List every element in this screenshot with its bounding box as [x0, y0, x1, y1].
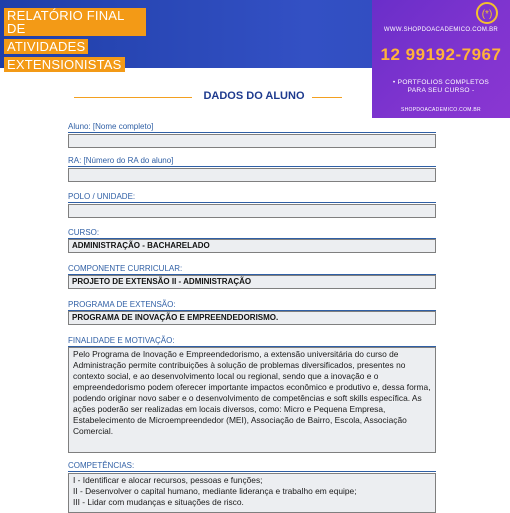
section-divider-right — [312, 97, 342, 98]
ad-phone-number: 12 99192-7967 — [380, 45, 502, 64]
list-item: II - Desenvolver o capital humano, mediante liderança e trabalho em equipe; — [73, 486, 357, 496]
aluno-field[interactable] — [68, 134, 436, 148]
ad-slogan-line: • PORTFOLIOS COMPLETOS — [392, 79, 490, 86]
report-title — [4, 8, 146, 74]
finalidade-label: FINALIDADE E MOTIVAÇÃO: — [68, 336, 436, 347]
curso-field[interactable]: ADMINISTRAÇÃO - BACHARELADO — [68, 239, 436, 253]
ra-field[interactable] — [68, 168, 436, 182]
polo-label: POLO / UNIDADE: — [68, 192, 436, 203]
list-item: III - Lidar com mudanças e situações de risco. — [73, 497, 244, 507]
componente-label: COMPONENTE CURRICULAR: — [68, 264, 436, 275]
list-item: I - Identificar e alocar recursos, pessoas e funções; — [73, 475, 263, 485]
section-header — [68, 90, 440, 104]
curso-label: CURSO: — [68, 228, 436, 239]
section-divider-left — [74, 97, 192, 98]
ad-slogan-line: PARA SEU CURSO - — [407, 87, 475, 94]
finalidade-text[interactable]: Pelo Programa de Inovação e Empreendedorismo, a extensão universitária do curso de Administração permite contribuições à solução de problemas diversificados, presentes no contexto social, e ao desenvolvimento local ou regional, sendo que a inovação e o empreendedorismo podem oferecer importante impactos econômico e produtivo e, dessa forma, podendo originar novo saber e o desenvolvimento de competências e soft skills específica. As ações poderão ser realizadas em locais diversos, como: Micro e Pequena Empresa, Estabelecimento de Microempreendedor (MEI), Associação de Bairro, Escola, Associação Comercial. — [68, 347, 436, 453]
ad-website-footer: SHOPDOACADEMICO.COM.BR — [401, 107, 481, 113]
competencias-list[interactable] — [68, 473, 436, 513]
report-title-line: RELATÓRIO FINAL DE — [4, 8, 146, 36]
aluno-label: Aluno: [Nome completo] — [68, 122, 436, 133]
ad-website: WWW.SHOPDOACADEMICO.COM.BR — [383, 27, 499, 33]
report-title-line: ATIVIDADES — [4, 39, 88, 54]
polo-field[interactable] — [68, 204, 436, 218]
componente-field[interactable]: PROJETO DE EXTENSÃO II - ADMINISTRAÇÃO — [68, 275, 436, 289]
competencias-label: COMPETÊNCIAS: — [68, 461, 436, 472]
section-title: DADOS DO ALUNO — [203, 90, 305, 102]
programa-field[interactable]: PROGRAMA DE INOVAÇÃO E EMPREENDEDORISMO. — [68, 311, 436, 325]
ra-label: RA: [Número do RA do aluno] — [68, 156, 436, 167]
programa-label: PROGRAMA DE EXTENSÃO: — [68, 300, 436, 311]
report-title-line: EXTENSIONISTAS — [4, 57, 125, 72]
star-logo-icon: (*) — [476, 2, 498, 24]
